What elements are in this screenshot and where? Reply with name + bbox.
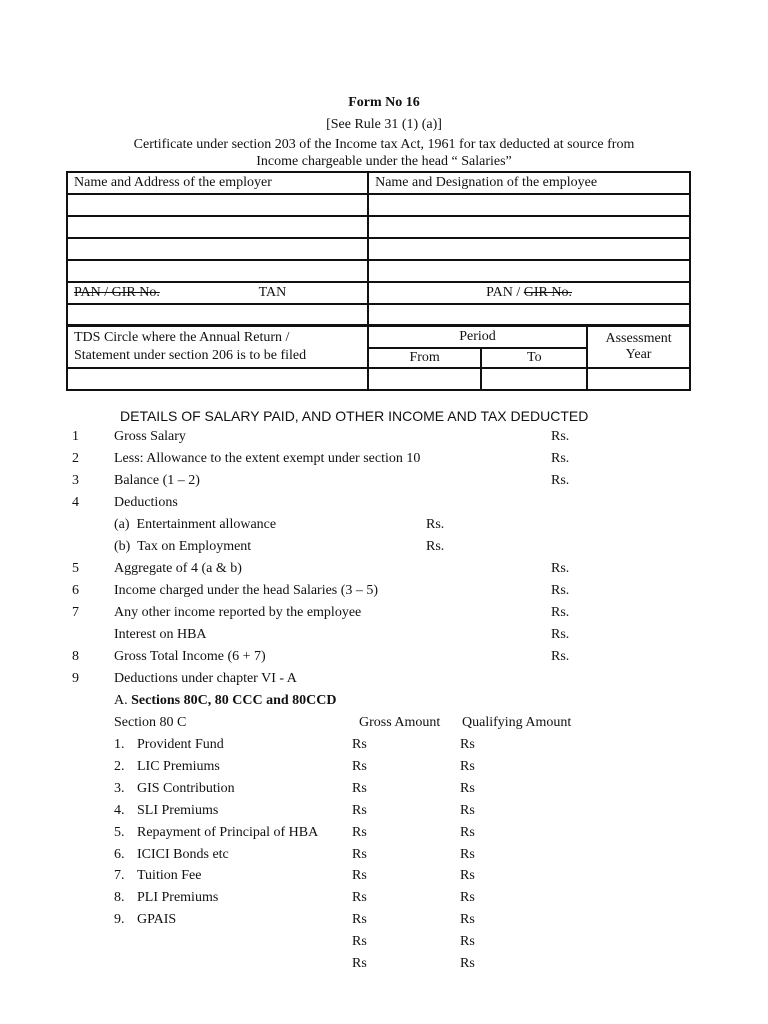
row-label: Gross Salary [114, 429, 186, 444]
certificate-line-1: Certificate under section 203 of the Income tax Act, 1961 for tax deducted at source from [133, 137, 635, 152]
row-rs: Rs. [551, 561, 570, 576]
period-from-field[interactable] [368, 368, 482, 390]
item-qualifying-rs: Rs [460, 803, 475, 818]
sub-deduction-rs: Rs. [426, 539, 445, 554]
item-gross-rs: Rs [352, 737, 367, 752]
item-label: PLI Premiums [137, 890, 219, 905]
employee-field[interactable] [368, 194, 690, 216]
item-qualifying-rs: Rs [460, 868, 475, 883]
item-qualifying-rs: Rs [460, 890, 475, 905]
employer-field[interactable] [67, 216, 368, 238]
item-label: ICICI Bonds etc [137, 847, 229, 862]
period-header: Period [368, 325, 587, 348]
row-label: Income charged under the head Salaries (3 – 5) [114, 583, 379, 598]
item-gross-rs: Rs [352, 759, 367, 774]
assessment-year-header [587, 325, 690, 368]
item-number: 6. [114, 847, 125, 862]
row-number: 2 [72, 451, 79, 466]
gross-amount-header: Gross Amount [359, 715, 441, 730]
row-label: Gross Total Income (6 + 7) [114, 649, 266, 664]
employee-header: Name and Designation of the employee [368, 172, 690, 194]
item-label: LIC Premiums [137, 759, 220, 774]
item-gross-rs: Rs [352, 934, 367, 949]
item-qualifying-rs: Rs [460, 912, 475, 927]
item-label: SLI Premiums [137, 803, 219, 818]
item-qualifying-rs: Rs [460, 825, 475, 840]
rule-reference: [See Rule 31 (1) (a)] [326, 117, 442, 132]
employee-pan-field[interactable] [368, 304, 690, 326]
row-number: 4 [72, 495, 79, 510]
tan-label: TAN [258, 285, 287, 300]
row-rs: Rs. [551, 605, 570, 620]
item-qualifying-rs: Rs [460, 781, 475, 796]
item-number: 3. [114, 781, 125, 796]
employer-pan-tan-cell [67, 282, 368, 304]
employer-field[interactable] [67, 238, 368, 260]
row-rs: Rs. [551, 473, 570, 488]
item-number: 7. [114, 868, 125, 883]
row-number: 6 [72, 583, 79, 598]
sub-deduction-label: (a) Entertainment allowance [114, 517, 277, 532]
row-rs: Rs. [551, 627, 570, 642]
row-number: 8 [72, 649, 79, 664]
item-qualifying-rs: Rs [460, 847, 475, 862]
item-label: GIS Contribution [137, 781, 235, 796]
tds-circle-line-2: Statement under section 206 is to be filed [74, 347, 307, 363]
row-number: 5 [72, 561, 79, 576]
item-gross-rs: Rs [352, 825, 367, 840]
assessment-line-1: Assessment [605, 330, 672, 346]
section-a-title: Sections 80C, 80 CCC and 80CCD [131, 693, 337, 708]
period-to-header: To [481, 348, 587, 368]
row-label: Deductions under chapter VI - A [114, 671, 297, 686]
row-rs: Rs. [551, 649, 570, 664]
row-number: 9 [72, 671, 79, 686]
period-to-field[interactable] [481, 368, 587, 390]
item-gross-rs: Rs [352, 912, 367, 927]
employee-pan-cell [368, 282, 690, 304]
item-gross-rs: Rs [352, 803, 367, 818]
row-label: Deductions [114, 495, 178, 510]
section-80c-label: Section 80 C [114, 715, 187, 730]
item-gross-rs: Rs [352, 868, 367, 883]
item-label: Repayment of Principal of HBA [137, 825, 319, 840]
item-qualifying-rs: Rs [460, 934, 475, 949]
section-a-prefix: A. [114, 693, 128, 708]
row-rs: Rs. [551, 451, 570, 466]
form-title: Form No 16 [348, 95, 420, 110]
row-label: Less: Allowance to the extent exempt under section 10 [114, 451, 421, 466]
qualifying-amount-header: Qualifying Amount [462, 715, 572, 730]
employee-gir-label: GIR No. [523, 285, 572, 300]
assessment-year-field[interactable] [587, 368, 690, 390]
sub-deduction-label: (b) Tax on Employment [114, 539, 252, 554]
item-gross-rs: Rs [352, 890, 367, 905]
item-number: 2. [114, 759, 125, 774]
item-gross-rs: Rs [352, 956, 367, 971]
row-number: 1 [72, 429, 79, 444]
item-number: 9. [114, 912, 125, 927]
item-qualifying-rs: Rs [460, 759, 475, 774]
item-label: Provident Fund [137, 737, 224, 752]
employee-field[interactable] [368, 260, 690, 282]
employee-pan-label: PAN / [486, 285, 524, 300]
tds-period-table [66, 324, 691, 391]
employer-pan-field[interactable] [67, 304, 368, 326]
item-number: 5. [114, 825, 125, 840]
row-label: Any other income reported by the employee [114, 605, 362, 620]
employee-field[interactable] [368, 238, 690, 260]
employer-pan-gir-label: PAN / GIR No. [74, 285, 160, 300]
details-title: DETAILS OF SALARY PAID, AND OTHER INCOME AND TAX DEDUCTED [120, 408, 589, 424]
row-rs: Rs. [551, 429, 570, 444]
row-number: 7 [72, 605, 79, 620]
item-number: 4. [114, 803, 125, 818]
employee-field[interactable] [368, 216, 690, 238]
sub-deduction-rs: Rs. [426, 517, 445, 532]
employer-header: Name and Address of the employer [67, 172, 368, 194]
item-number: 8. [114, 890, 125, 905]
row-label: Aggregate of 4 (a & b) [114, 561, 242, 576]
item-gross-rs: Rs [352, 781, 367, 796]
item-gross-rs: Rs [352, 847, 367, 862]
item-label: Tuition Fee [137, 868, 202, 883]
tds-circle-cell [67, 325, 368, 368]
row-label: Interest on HBA [114, 627, 207, 642]
tds-circle-field[interactable] [67, 368, 368, 390]
row-label: Balance (1 – 2) [114, 473, 200, 488]
assessment-line-2: Year [625, 346, 652, 362]
row-rs: Rs. [551, 583, 570, 598]
item-qualifying-rs: Rs [460, 956, 475, 971]
employer-field[interactable] [67, 260, 368, 282]
item-qualifying-rs: Rs [460, 737, 475, 752]
tds-circle-line-1: TDS Circle where the Annual Return / [74, 329, 290, 345]
period-from-header: From [368, 348, 482, 368]
certificate-line-2: Income chargeable under the head “ Salaries” [256, 154, 512, 169]
row-number: 3 [72, 473, 79, 488]
item-label: GPAIS [137, 912, 177, 927]
item-number: 1. [114, 737, 125, 752]
section-a-heading [114, 693, 336, 709]
employer-field[interactable] [67, 194, 368, 216]
employer-employee-table [66, 171, 691, 327]
